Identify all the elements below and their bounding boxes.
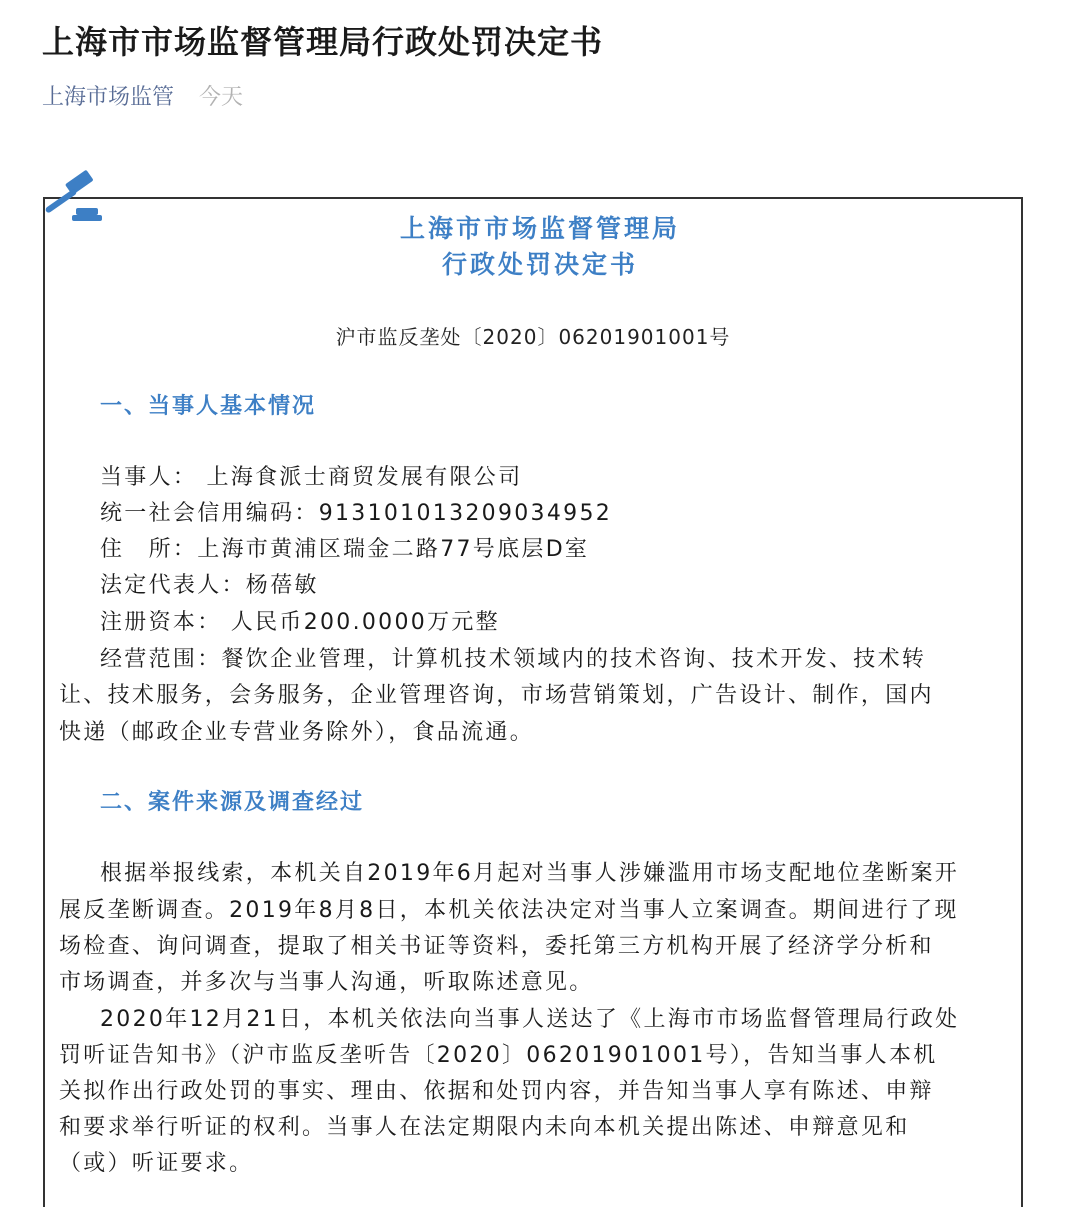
- hearing-paragraph-line: 罚听证告知书》（沪市监反垄听告〔2020〕06201901001号），告知当事人本机: [59, 1043, 938, 1068]
- hearing-paragraph-line: 关拟作出行政处罚的事实、理由、依据和处罚内容，并告知当事人享有陈述、申辩: [59, 1079, 934, 1104]
- party-name-line: 当事人： 上海食派士商贸发展有限公司: [100, 465, 523, 490]
- hearing-paragraph-line: （或）听证要求。: [59, 1151, 254, 1176]
- article-title: 上海市市场监督管理局行政处罚决定书: [42, 23, 604, 61]
- doc-org-name: 上海市市场监督管理局: [399, 214, 680, 243]
- case-paragraph-line: 市场调查，并多次与当事人沟通，听取陈述意见。: [59, 970, 594, 995]
- case-paragraph-line: 展反垄断调查。2019年8月8日，本机关依法决定对当事人立案调查。期间进行了现: [59, 898, 959, 923]
- case-paragraph-line: 根据举报线索，本机关自2019年6月起对当事人涉嫌滥用市场支配地位垄断案开: [100, 861, 960, 886]
- capital-line: 注册资本： 人民币200.0000万元整: [100, 610, 500, 635]
- credit-code-line: 统一社会信用编码：913101013209034952: [100, 501, 613, 526]
- business-scope-line: 经营范围：餐饮企业管理，计算机技术领域内的技术咨询、技术开发、技术转: [100, 647, 927, 672]
- section-heading-case-source: 二、案件来源及调查经过: [100, 790, 365, 815]
- hearing-paragraph-line: 2020年12月21日，本机关依法向当事人送达了《上海市市场监督管理局行政处: [100, 1007, 960, 1032]
- publish-date: 今天: [199, 85, 244, 110]
- doc-type-title: 行政处罚决定书: [441, 250, 638, 279]
- article-meta: [42, 80, 243, 116]
- address-line: 住 所：上海市黄浦区瑞金二路77号底层D室: [100, 537, 590, 562]
- account-name-link[interactable]: 上海市场监管: [42, 85, 175, 110]
- doc-number: 沪市监反垄处〔2020〕06201901001号: [335, 325, 731, 349]
- case-paragraph-line: 场检查、询问调查，提取了相关书证等资料，委托第三方机构开展了经济学分析和: [59, 934, 934, 959]
- business-scope-line: 快递（邮政企业专营业务除外），食品流通。: [59, 720, 535, 745]
- legal-rep-line: 法定代表人：杨蓓敏: [100, 573, 319, 598]
- business-scope-line: 让、技术服务，会务服务，企业管理咨询，市场营销策划，广告设计、制作，国内: [59, 683, 934, 708]
- section-heading-party-info: 一、当事人基本情况: [100, 394, 317, 419]
- hearing-paragraph-line: 和要求举行听证的权利。当事人在法定期限内未向本机关提出陈述、申辩意见和: [59, 1115, 910, 1140]
